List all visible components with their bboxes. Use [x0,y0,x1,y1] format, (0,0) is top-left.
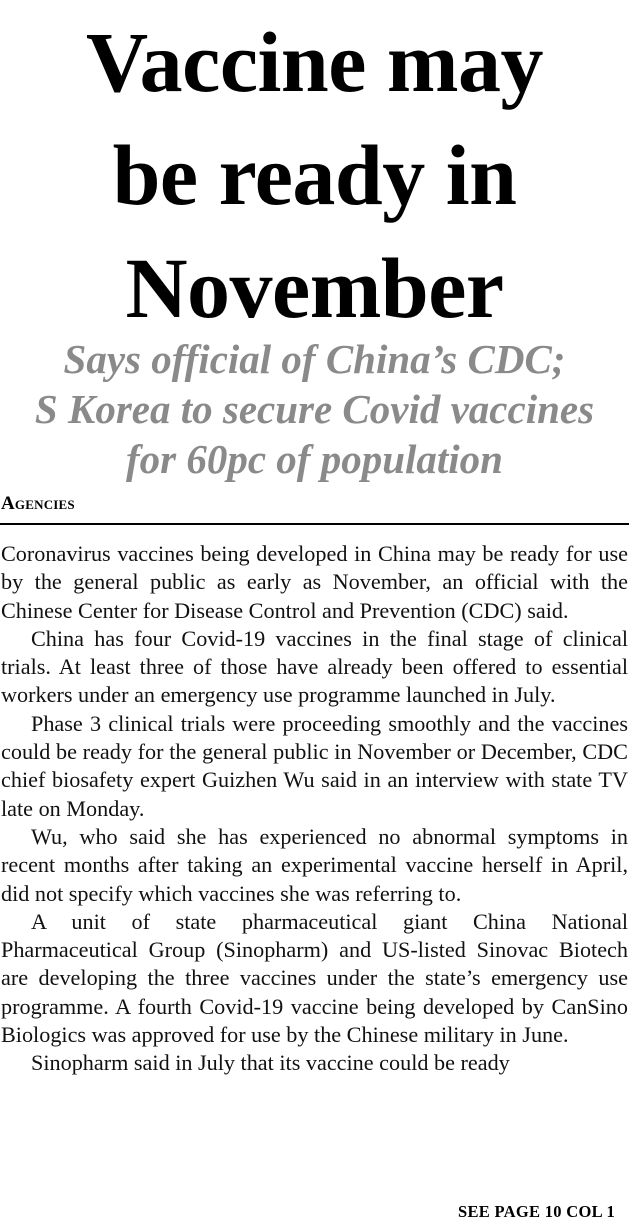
subheadline-line-1: Says official of China’s CDC; [63,336,566,382]
paragraph-1: Coronavirus vaccines being developed in China may be ready for use by the general public as early as November, an official with the Chinese Center for Disease Control and Prevention (CDC) said. [1,541,628,623]
paragraph-3: Phase 3 clinical trials were proceeding smoothly and the vaccines could be ready for the general public in November or December, CDC chief biosafety expert Guizhen Wu said in an interview with state TV late on Monday. [1,710,628,821]
byline: Agencies [1,493,75,514]
paragraph-6: Sinopharm said in July that its vaccine could be ready [31,1050,510,1076]
headline-line-1: Vaccine may [85,14,544,110]
headline [0,6,629,345]
continuation-jump-line: SEE PAGE 10 COL 1 [458,1202,615,1221]
paragraph-2: China has four Covid-19 vaccines in the final stage of clinical trials. At least three of those have already been offered to essential workers under an emergency use programme launched in July. [1,625,628,708]
subheadline-line-2: S Korea to secure Covid vaccines [34,386,595,432]
subheadline [0,334,629,484]
byline-divider [0,523,629,525]
headline-line-3: November [125,240,504,336]
headline-line-2: be ready in [112,127,517,223]
paragraph-5: A unit of state pharmaceutical giant China National Pharmaceutical Group (Sinopharm) and US-listed Sinovac Biotech are developing the three vaccines under the state’s emergency use programme. A fourth Covid-19 vaccine being developed by CanSino Biologics was approved for use by the Chinese military in June. [1,908,628,1048]
article-body [1,540,628,1078]
paragraph-4: Wu, who said she has experienced no abnormal symptoms in recent months after taking an experimental vaccine herself in April, did not specify which vaccines she was referring to. [1,823,628,906]
subheadline-line-3: for 60pc of population [126,436,503,482]
